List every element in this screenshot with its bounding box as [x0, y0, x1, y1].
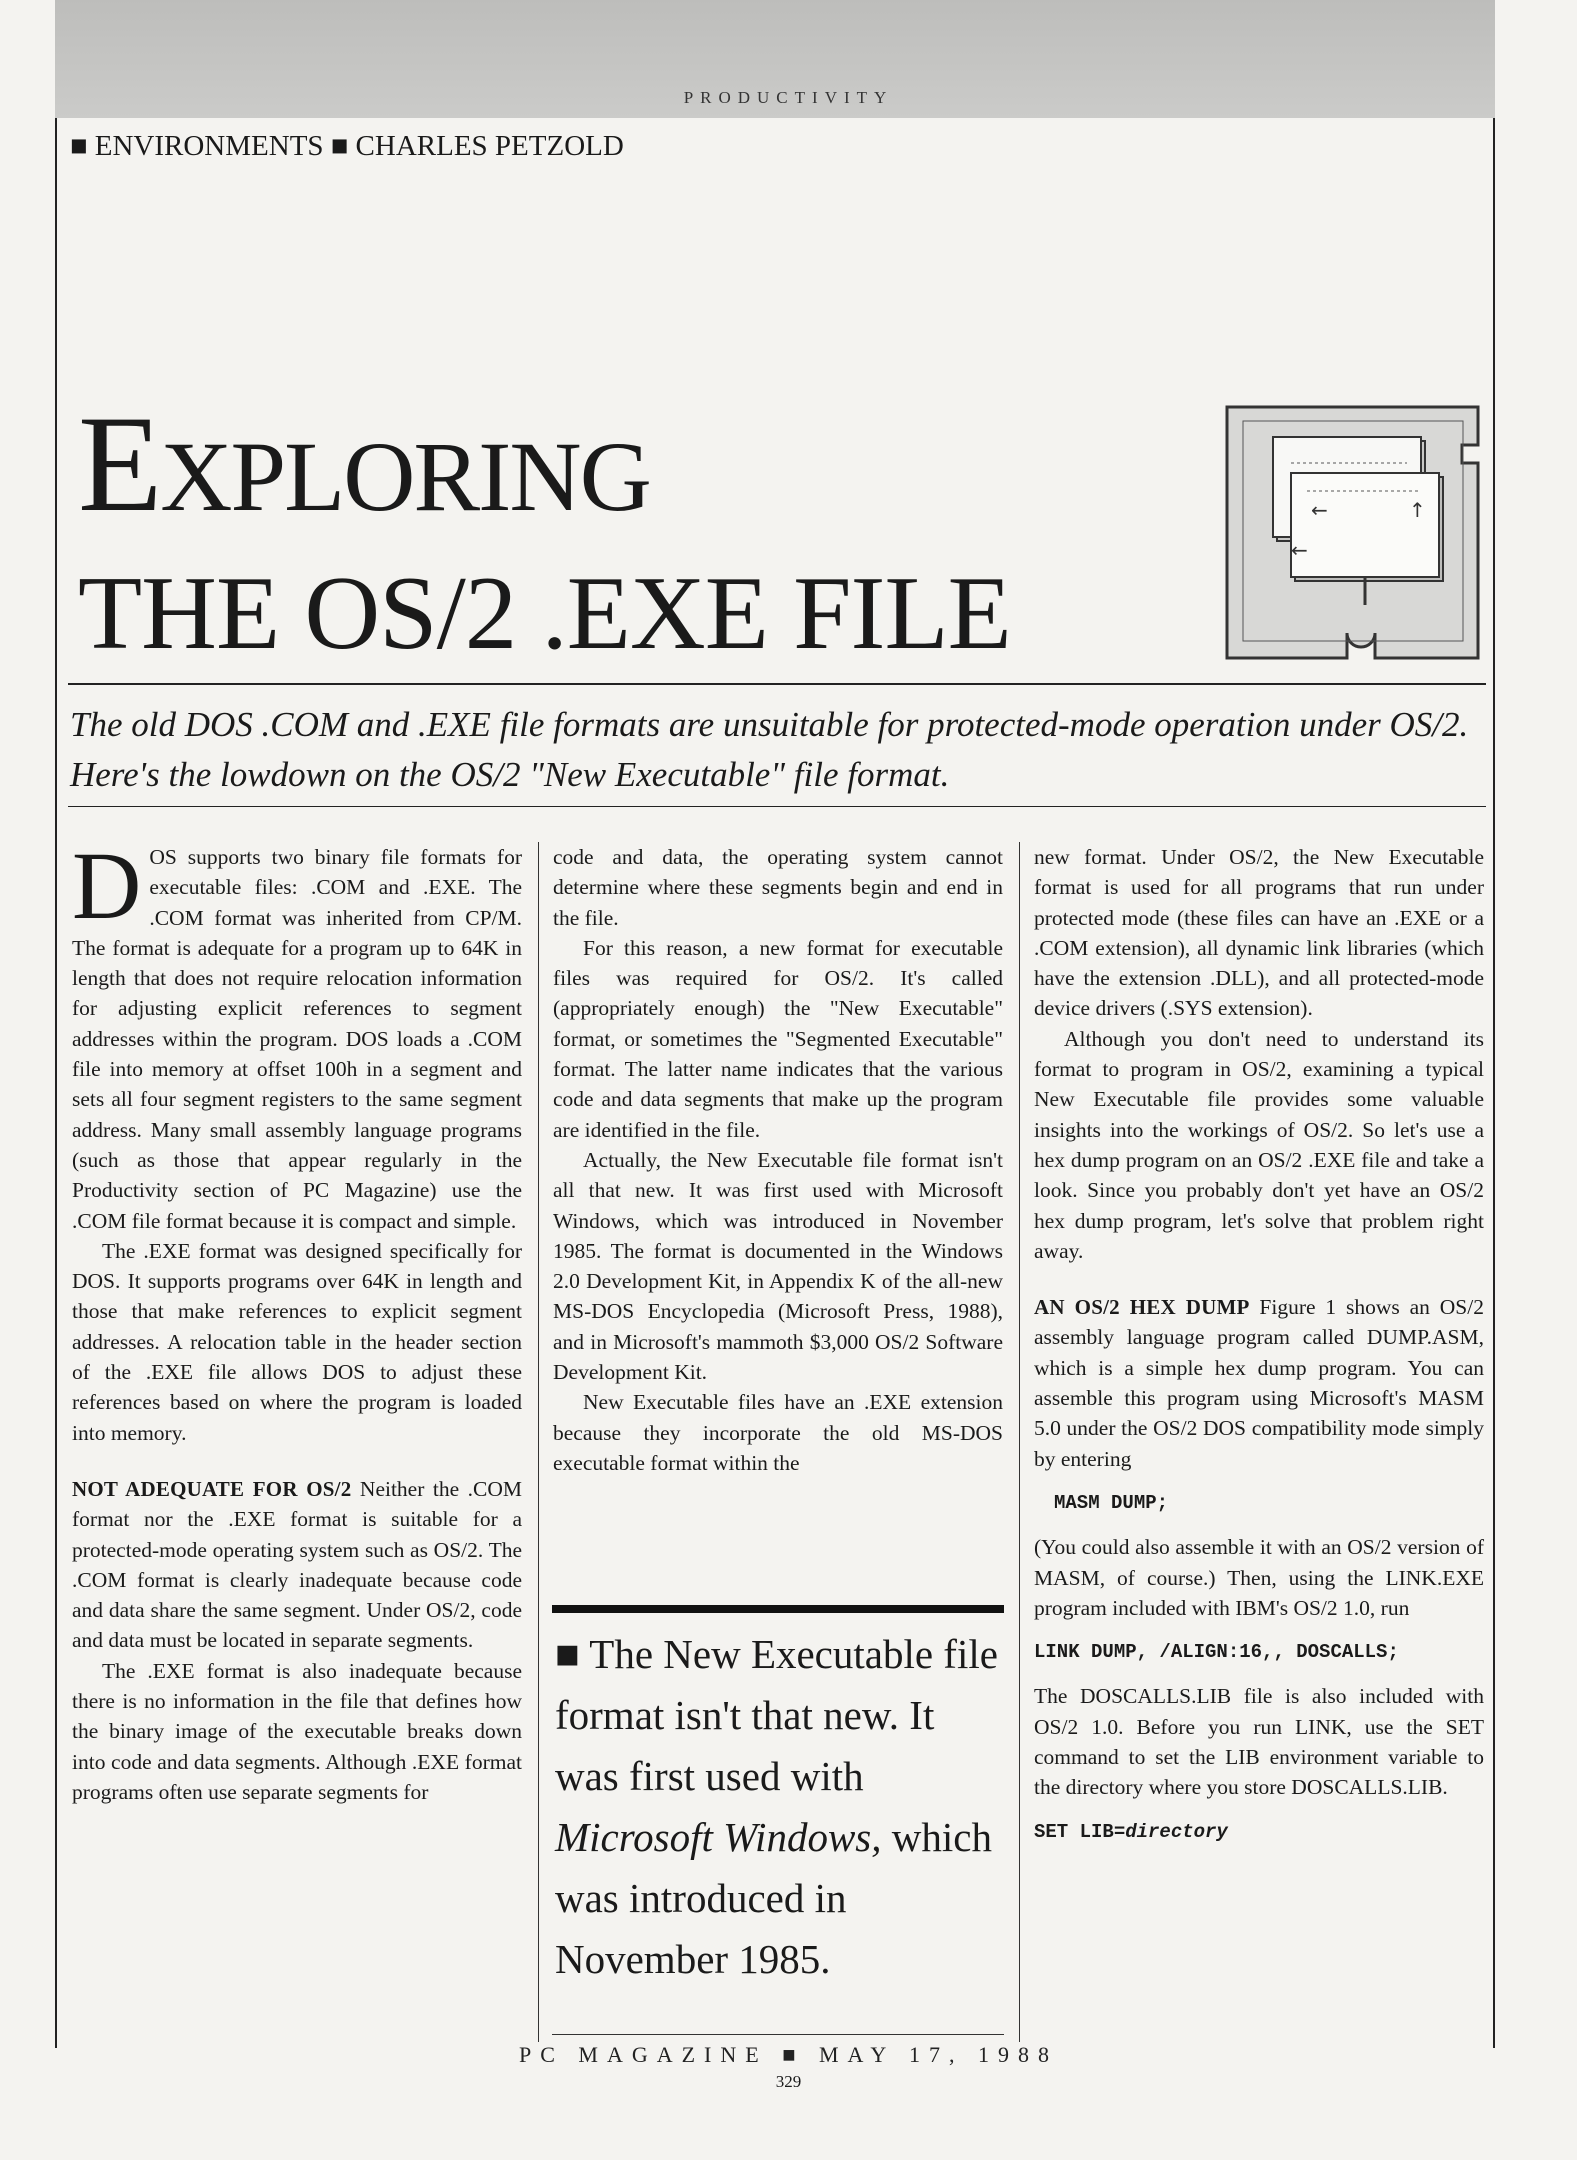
article-deck: The old DOS .COM and .EXE file formats are unsuitable for protected-mode operation under OS/2. Here's the lowdown on the OS/2 "New Executable" file format.	[70, 705, 1469, 794]
paragraph	[72, 832, 522, 1236]
svg-text:←: ←	[1291, 538, 1308, 562]
paragraph: New Executable files have an .EXE extension because they incorporate the old MS-DOS executable format within the	[553, 1390, 1003, 1475]
paragraph: Although you don't need to understand its format to program in OS/2, examining a typical New Executable file provides some valuable insights into the workings of OS/2. So let's use a hex dump program on an OS/2 .EXE file and take a look. Since you probably don't yet have an OS/2 hex dump program, let's solve that problem right away.	[1034, 1026, 1484, 1263]
page-footer: PC MAGAZINE ■ MAY 17, 1988	[518, 2042, 1058, 2067]
code-text: SET LIB=	[1034, 1820, 1126, 1843]
paragraph: Actually, the New Executable file format isn't all that new. It was first used with Microsoft Windows, which was introduced in November 1985. The format is documented in the Windows 2.0 Development Kit, in Appendix K of the all-new MS-DOS Encyclopedia (Microsoft Press, 1988), and in Microsoft's mammoth $3,000 OS/2 Software Development Kit.	[553, 1147, 1003, 1385]
code-line: MASM DUMP;	[1054, 1491, 1169, 1514]
column-1	[72, 832, 522, 1807]
pullquote-text-end: which was introduced in November 1985.	[555, 1814, 992, 1982]
svg-text:←: ←	[1311, 498, 1328, 522]
paragraph: The .EXE format is also inadequate because there is no information in the file that defines how the binary image of the executable breaks down into code and data segments. Although .EXE format programs often use separate segments for	[72, 1658, 522, 1804]
drop-cap: D	[72, 832, 142, 939]
kicker-byline: ■ ENVIRONMENTS ■ CHARLES PETZOLD	[70, 130, 624, 162]
paragraph: The .EXE format was designed specifically for DOS. It supports programs over 64K in length and those that make references to explicit segment addresses. A relocation table in the header section of the .EXE file allows DOS to adjust these references based on where the program is loaded into memory.	[72, 1238, 522, 1445]
column-separator	[538, 842, 539, 2042]
article-title-line1	[78, 387, 650, 540]
left-border-rule	[55, 118, 57, 2048]
subhead: NOT ADEQUATE FOR OS/2	[72, 1476, 352, 1501]
title-initial: E	[78, 387, 161, 540]
pullquote-italic: Microsoft Windows,	[555, 1814, 882, 1860]
right-border-rule	[1493, 118, 1495, 2048]
pullquote-text: The New Executable file format isn't that new. It was first used with	[555, 1631, 998, 1799]
paragraph: new format. Under OS/2, the New Executable format is used for all programs that run under protected mode (these files can have an .EXE or a .COM extension), all dynamic link libraries (which have the extension .DLL), and all protected-mode device drivers (.SYS extension).	[1034, 845, 1484, 1021]
column-separator	[1019, 842, 1020, 2042]
paragraph-text: Neither the .COM format nor the .EXE format is suitable for a protected-mode operating system such as OS/2. The .COM format is clearly inadequate because code and data share the same segment. Under OS/2, code and data must be located in separate segments.	[72, 1476, 522, 1653]
paragraph	[1034, 1292, 1484, 1474]
paragraph: (You could also assemble it with an OS/2 version of MASM, of course.) Then, using the LINK.EXE program included with IBM's OS/2 1.0, run	[1034, 1535, 1484, 1620]
article-title-line2: THE OS/2 .EXE FILE	[78, 554, 1011, 671]
paragraph: For this reason, a new format for executable files was required for OS/2. It's called (appropriately enough) the "New Executable" format, or sometimes the "Segmented Executable" format. The latter name indicates that the various code and data segments that make up the program are identified in the file.	[553, 935, 1003, 1142]
pullquote-rule-bottom	[552, 2034, 1004, 2035]
pullquote-rule-top	[552, 1605, 1004, 1613]
paragraph: The DOSCALLS.LIB file is also included with OS/2 1.0. Before you run LINK, use the SET command to set the LIB environment variable to the directory where you store DOSCALLS.LIB.	[1034, 1684, 1484, 1800]
os2-windows-chip-icon	[1225, 405, 1480, 660]
section-label: PRODUCTIVITY	[683, 88, 894, 107]
code-line	[1034, 1817, 1484, 1847]
code-line: LINK DUMP, /ALIGN:16,, DOSCALLS;	[1034, 1641, 1399, 1664]
svg-text:↑: ↑	[1409, 498, 1426, 522]
deck-rule-bottom	[68, 806, 1486, 807]
paragraph: code and data, the operating system cannot determine where these segments begin and end in the file.	[553, 845, 1003, 930]
title-rest: XPLORING	[160, 421, 650, 532]
pullquote	[555, 1624, 1005, 1990]
deck-rule-top	[68, 683, 1486, 685]
pullquote-bullet: ■	[555, 1631, 580, 1677]
subhead: AN OS/2 HEX DUMP	[1034, 1295, 1250, 1320]
column-2	[553, 842, 1003, 1478]
column-3	[1034, 842, 1484, 1861]
page-number: 329	[775, 2072, 802, 2091]
paragraph-text: OS supports two binary file formats for executable files: .COM and .EXE. The .COM format was inherited from CP/M. The format is adequate for a program up to 64K in length that does not require relocation information for adjusting explicit references to segment addresses within the program. DOS loads a .COM file into memory at offset 100h in a segment and sets all four segment registers to the same segment address. Many small assembly language programs (such as those that appear regularly in the Productivity section of PC Magazine) use the .COM file format because it is compact and simple.	[72, 845, 522, 1233]
paragraph-text: Figure 1 shows an OS/2 assembly language program called DUMP.ASM, which is a simple hex dump program. You can assemble this program using Microsoft's MASM 5.0 under the OS/2 DOS compatibility mode simply by entering	[1034, 1295, 1484, 1471]
code-placeholder: directory	[1125, 1820, 1228, 1843]
paragraph	[72, 1474, 522, 1656]
